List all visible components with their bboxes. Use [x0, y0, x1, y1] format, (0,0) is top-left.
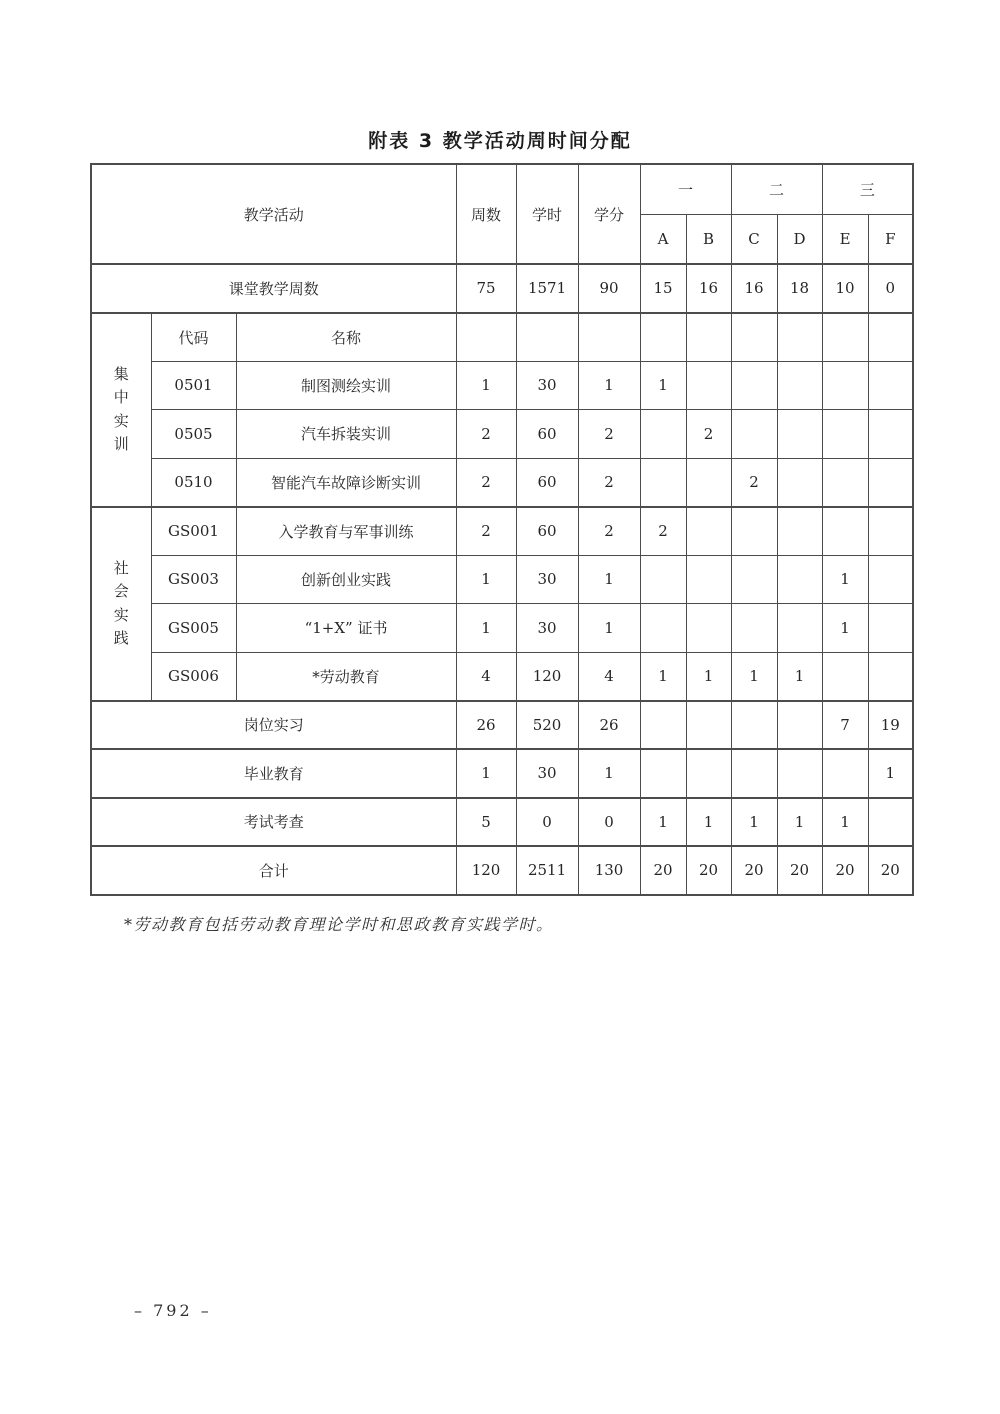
term-e-cell: 1: [822, 555, 868, 604]
row-label: 岗位实习: [91, 701, 456, 750]
term-e-cell: [822, 410, 868, 459]
term-f-cell: [868, 507, 913, 556]
course-row-gs006: [91, 652, 913, 701]
course-row-0505: [91, 410, 913, 459]
header-term-f: F: [868, 214, 913, 264]
term-c-cell: [731, 604, 777, 653]
term-f-cell: 20: [868, 846, 913, 895]
term-c-cell: [731, 507, 777, 556]
term-a-cell: 1: [640, 798, 686, 847]
row-label: 课堂教学周数: [91, 264, 456, 313]
course-code-cell: GS001: [151, 507, 236, 556]
term-f-cell: [868, 604, 913, 653]
name-header-cell: 名称: [236, 313, 456, 362]
term-a-cell: 15: [640, 264, 686, 313]
term-b-cell: [686, 507, 731, 556]
course-name-cell: 智能汽车故障诊断实训: [236, 458, 456, 507]
term-c-cell: 2: [731, 458, 777, 507]
weeks-cell: 26: [456, 701, 516, 750]
term-f-cell: 1: [868, 749, 913, 798]
course-row-gs005: [91, 604, 913, 653]
empty-cell: [777, 313, 822, 362]
credits-cell: 1: [578, 555, 640, 604]
term-d-cell: [777, 410, 822, 459]
term-f-cell: [868, 458, 913, 507]
course-name-cell: 制图测绘实训: [236, 361, 456, 410]
empty-cell: [640, 313, 686, 362]
term-e-cell: [822, 749, 868, 798]
group1-vertical-label: 集中实训: [113, 365, 129, 453]
empty-cell: [578, 313, 640, 362]
empty-cell: [456, 313, 516, 362]
credits-cell: 26: [578, 701, 640, 750]
term-b-cell: 1: [686, 798, 731, 847]
term-f-cell: 19: [868, 701, 913, 750]
term-f-cell: [868, 798, 913, 847]
credits-cell: 2: [578, 458, 640, 507]
term-c-cell: 16: [731, 264, 777, 313]
term-a-cell: 1: [640, 361, 686, 410]
credits-cell: 2: [578, 410, 640, 459]
term-a-cell: [640, 749, 686, 798]
hours-cell: 120: [516, 652, 578, 701]
header-credits: 学分: [578, 164, 640, 264]
header-year-1: 一: [640, 164, 731, 214]
weeks-cell: 4: [456, 652, 516, 701]
term-b-cell: [686, 555, 731, 604]
header-term-e: E: [822, 214, 868, 264]
credits-cell: 4: [578, 652, 640, 701]
term-f-cell: [868, 410, 913, 459]
term-b-cell: [686, 361, 731, 410]
hours-cell: 0: [516, 798, 578, 847]
term-d-cell: 18: [777, 264, 822, 313]
row-total: [91, 846, 913, 895]
hours-cell: 30: [516, 749, 578, 798]
term-b-cell: 1: [686, 652, 731, 701]
hours-cell: 2511: [516, 846, 578, 895]
term-c-cell: [731, 701, 777, 750]
term-d-cell: [777, 361, 822, 410]
weeks-cell: 75: [456, 264, 516, 313]
weeks-cell: 2: [456, 458, 516, 507]
credits-cell: 90: [578, 264, 640, 313]
course-code-cell: GS003: [151, 555, 236, 604]
course-row-gs001: [91, 507, 913, 556]
term-a-cell: 20: [640, 846, 686, 895]
term-e-cell: [822, 507, 868, 556]
term-a-cell: [640, 410, 686, 459]
term-c-cell: [731, 410, 777, 459]
header-activity: 教学活动: [91, 164, 456, 264]
empty-cell: [686, 313, 731, 362]
term-d-cell: [777, 507, 822, 556]
term-d-cell: [777, 458, 822, 507]
term-c-cell: [731, 361, 777, 410]
term-f-cell: [868, 361, 913, 410]
term-b-cell: [686, 749, 731, 798]
term-c-cell: [731, 749, 777, 798]
term-c-cell: 20: [731, 846, 777, 895]
term-b-cell: [686, 701, 731, 750]
credits-cell: 130: [578, 846, 640, 895]
row-label: 考试考查: [91, 798, 456, 847]
term-d-cell: 1: [777, 652, 822, 701]
header-year-3: 三: [822, 164, 913, 214]
weeks-cell: 120: [456, 846, 516, 895]
term-e-cell: 20: [822, 846, 868, 895]
row-label: 合计: [91, 846, 456, 895]
group2-vertical-label: 社会实践: [113, 559, 129, 647]
term-a-cell: 1: [640, 652, 686, 701]
course-row-0510: [91, 458, 913, 507]
weeks-cell: 1: [456, 555, 516, 604]
term-a-cell: [640, 701, 686, 750]
hours-cell: 1571: [516, 264, 578, 313]
term-f-cell: [868, 652, 913, 701]
credits-cell: 1: [578, 604, 640, 653]
header-term-d: D: [777, 214, 822, 264]
code-header-cell: 代码: [151, 313, 236, 362]
term-f-cell: [868, 555, 913, 604]
term-c-cell: [731, 555, 777, 604]
hours-cell: 30: [516, 361, 578, 410]
hours-cell: 520: [516, 701, 578, 750]
page-number: – 792 –: [134, 1301, 212, 1320]
course-name-cell: 入学教育与军事训练: [236, 507, 456, 556]
course-code-cell: 0501: [151, 361, 236, 410]
term-d-cell: [777, 749, 822, 798]
term-e-cell: 1: [822, 604, 868, 653]
course-name-cell: 创新创业实践: [236, 555, 456, 604]
weeks-cell: 5: [456, 798, 516, 847]
header-year-2: 二: [731, 164, 822, 214]
term-b-cell: [686, 458, 731, 507]
hours-cell: 60: [516, 410, 578, 459]
term-d-cell: 20: [777, 846, 822, 895]
term-c-cell: 1: [731, 798, 777, 847]
hours-cell: 30: [516, 604, 578, 653]
header-weeks: 周数: [456, 164, 516, 264]
weeks-cell: 1: [456, 604, 516, 653]
empty-cell: [868, 313, 913, 362]
empty-cell: [731, 313, 777, 362]
credits-cell: 2: [578, 507, 640, 556]
term-e-cell: 1: [822, 798, 868, 847]
term-d-cell: 1: [777, 798, 822, 847]
row-label: 毕业教育: [91, 749, 456, 798]
header-row-years: [91, 164, 913, 214]
course-name-cell: *劳动教育: [236, 652, 456, 701]
hours-cell: 60: [516, 458, 578, 507]
term-a-cell: [640, 555, 686, 604]
weeks-cell: 2: [456, 410, 516, 459]
term-e-cell: [822, 458, 868, 507]
course-row-0501: [91, 361, 913, 410]
row-graduation: [91, 749, 913, 798]
term-e-cell: 7: [822, 701, 868, 750]
page-title: 附表 3 教学活动周时间分配: [368, 130, 632, 152]
course-code-cell: 0505: [151, 410, 236, 459]
schedule-table: [90, 163, 914, 896]
term-b-cell: 2: [686, 410, 731, 459]
term-d-cell: [777, 701, 822, 750]
term-d-cell: [777, 604, 822, 653]
footnote: *劳动教育包括劳动教育理论学时和思政教育实践学时。: [124, 915, 554, 934]
credits-cell: 1: [578, 749, 640, 798]
term-f-cell: 0: [868, 264, 913, 313]
course-row-gs003: [91, 555, 913, 604]
term-e-cell: [822, 361, 868, 410]
weeks-cell: 1: [456, 361, 516, 410]
term-b-cell: 16: [686, 264, 731, 313]
course-code-cell: GS005: [151, 604, 236, 653]
row-classroom-weeks: [91, 264, 913, 313]
row-internship: [91, 701, 913, 750]
empty-cell: [822, 313, 868, 362]
term-b-cell: [686, 604, 731, 653]
term-a-cell: [640, 458, 686, 507]
term-a-cell: 2: [640, 507, 686, 556]
course-code-cell: GS006: [151, 652, 236, 701]
credits-cell: 1: [578, 361, 640, 410]
header-term-a: A: [640, 214, 686, 264]
group-label-cell: [91, 313, 151, 507]
header-hours: 学时: [516, 164, 578, 264]
hours-cell: 30: [516, 555, 578, 604]
course-name-cell: 汽车拆装实训: [236, 410, 456, 459]
header-term-c: C: [731, 214, 777, 264]
header-term-b: B: [686, 214, 731, 264]
term-c-cell: 1: [731, 652, 777, 701]
term-d-cell: [777, 555, 822, 604]
row-code-name-header: [91, 313, 913, 362]
empty-cell: [516, 313, 578, 362]
row-exams: [91, 798, 913, 847]
term-e-cell: [822, 652, 868, 701]
weeks-cell: 2: [456, 507, 516, 556]
credits-cell: 0: [578, 798, 640, 847]
term-b-cell: 20: [686, 846, 731, 895]
course-name-cell: “1+X” 证书: [236, 604, 456, 653]
term-e-cell: 10: [822, 264, 868, 313]
hours-cell: 60: [516, 507, 578, 556]
weeks-cell: 1: [456, 749, 516, 798]
course-code-cell: 0510: [151, 458, 236, 507]
term-a-cell: [640, 604, 686, 653]
group-label-cell: [91, 507, 151, 701]
